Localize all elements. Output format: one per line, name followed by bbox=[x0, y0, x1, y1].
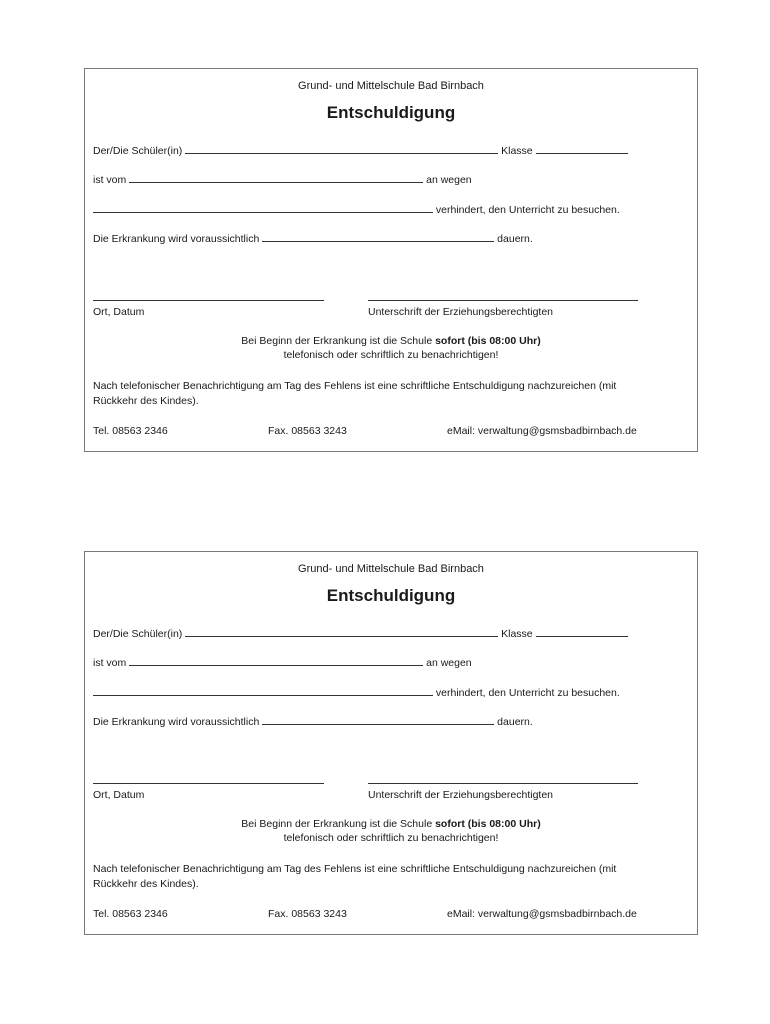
email-address: eMail: verwaltung@gsmsbadbirnbach.de bbox=[447, 425, 637, 437]
notice-text: Bei Beginn der Erkrankung ist die Schule bbox=[241, 818, 433, 830]
excuse-form-bottom bbox=[84, 551, 698, 935]
signature-field[interactable] bbox=[368, 783, 638, 784]
phone-notice-line-1: Nach telefonischer Benachrichtigung am Tag des Fehlens ist eine schriftliche Entschuldigung nachzureichen (mit bbox=[93, 863, 617, 875]
phone-notice-line-1: Nach telefonischer Benachrichtigung am Tag des Fehlens ist eine schriftliche Entschuldigung nachzureichen (mit bbox=[93, 380, 617, 392]
from-label: ist vom bbox=[93, 174, 127, 186]
phone-number: Tel. 08563 2346 bbox=[93, 908, 168, 920]
form-title: Entschuldigung bbox=[326, 586, 456, 605]
form-title: Entschuldigung bbox=[326, 103, 456, 122]
prevented-label: verhindert, den Unterricht zu besuchen. bbox=[435, 204, 620, 216]
signature-label: Unterschrift der Erziehungsberechtigten bbox=[368, 789, 554, 801]
from-date-field[interactable] bbox=[129, 656, 423, 666]
reason-field[interactable] bbox=[93, 203, 433, 213]
prevented-label: verhindert, den Unterricht zu besuchen. bbox=[435, 687, 620, 699]
duration-label: Die Erkrankung wird voraussichtlich bbox=[93, 716, 260, 728]
student-name-field[interactable] bbox=[185, 144, 498, 154]
place-date-field[interactable] bbox=[93, 783, 324, 784]
duration-field[interactable] bbox=[262, 232, 494, 242]
notice-deadline: sofort (bis 08:00 Uhr) bbox=[435, 335, 541, 347]
phone-number: Tel. 08563 2346 bbox=[93, 425, 168, 437]
duration-suffix: dauern. bbox=[497, 233, 533, 245]
notice-line-2: telefonisch oder schriftlich zu benachrichtigen! bbox=[283, 832, 499, 844]
because-label: an wegen bbox=[426, 657, 472, 669]
school-name: Grund- und Mittelschule Bad Birnbach bbox=[298, 563, 484, 575]
reason-row bbox=[93, 203, 620, 217]
phone-notice-line-2: Rückkehr des Kindes). bbox=[93, 395, 199, 407]
student-label: Der/Die Schüler(in) bbox=[93, 628, 183, 640]
fax-number: Fax. 08563 3243 bbox=[268, 425, 347, 437]
from-date-field[interactable] bbox=[129, 173, 423, 183]
notice-line-2: telefonisch oder schriftlich zu benachrichtigen! bbox=[283, 349, 499, 361]
place-date-label: Ort, Datum bbox=[93, 306, 145, 318]
duration-suffix: dauern. bbox=[497, 716, 533, 728]
date-row bbox=[93, 173, 472, 187]
student-row bbox=[93, 144, 628, 158]
class-field[interactable] bbox=[536, 144, 628, 154]
phone-notice-line-2: Rückkehr des Kindes). bbox=[93, 878, 199, 890]
duration-field[interactable] bbox=[262, 715, 494, 725]
duration-label: Die Erkrankung wird voraussichtlich bbox=[93, 233, 260, 245]
fax-number: Fax. 08563 3243 bbox=[268, 908, 347, 920]
duration-row bbox=[93, 715, 533, 729]
place-date-label: Ort, Datum bbox=[93, 789, 145, 801]
student-name-field[interactable] bbox=[185, 627, 498, 637]
reason-field[interactable] bbox=[93, 686, 433, 696]
notice-deadline: sofort (bis 08:00 Uhr) bbox=[435, 818, 541, 830]
class-field[interactable] bbox=[536, 627, 628, 637]
class-label: Klasse bbox=[501, 628, 533, 640]
notice-text: Bei Beginn der Erkrankung ist die Schule bbox=[241, 335, 433, 347]
notice-line-1 bbox=[85, 818, 697, 831]
student-row bbox=[93, 627, 628, 641]
student-label: Der/Die Schüler(in) bbox=[93, 145, 183, 157]
reason-row bbox=[93, 686, 620, 700]
from-label: ist vom bbox=[93, 657, 127, 669]
signature-label: Unterschrift der Erziehungsberechtigten bbox=[368, 306, 554, 318]
duration-row bbox=[93, 232, 533, 246]
notice-line-1 bbox=[85, 335, 697, 348]
email-address: eMail: verwaltung@gsmsbadbirnbach.de bbox=[447, 908, 637, 920]
school-name: Grund- und Mittelschule Bad Birnbach bbox=[298, 80, 484, 92]
class-label: Klasse bbox=[501, 145, 533, 157]
excuse-form-top bbox=[84, 68, 698, 452]
signature-field[interactable] bbox=[368, 300, 638, 301]
because-label: an wegen bbox=[426, 174, 472, 186]
date-row bbox=[93, 656, 472, 670]
place-date-field[interactable] bbox=[93, 300, 324, 301]
